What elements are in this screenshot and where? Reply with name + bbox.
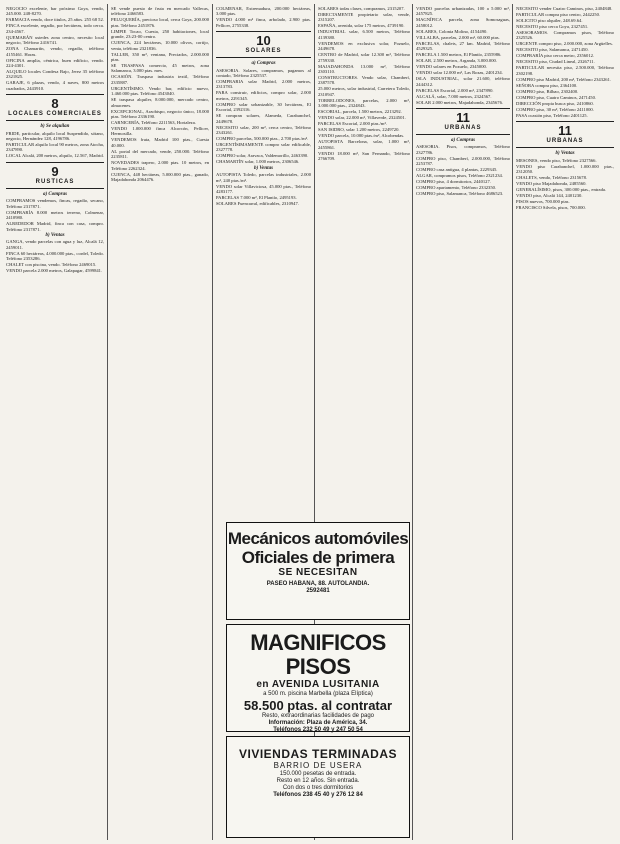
classified-entry: VENDO piso Majadahonda, 2485560. bbox=[516, 181, 587, 187]
classified-entry: VENDEMOS fruta, Madrid 100 ptas., Cuesta 40.000. bbox=[111, 137, 209, 148]
classified-entry: GENERALÍSIMO, pisos, 300.000 ptas., entrada. bbox=[516, 187, 607, 193]
classified-entry: SOLICITO piso alquiler, 248.69.64. bbox=[516, 18, 583, 23]
classified-entry: PARTICULAR compra piso centro, 2442250. bbox=[516, 12, 601, 17]
classified-entry: COMPRAMOS vendemos, fincas, regadío, secano, Teléfono 2317871. bbox=[6, 198, 104, 209]
classified-entry: PARCELA 1.500 metros, El Plantío, 2355986. bbox=[416, 52, 502, 58]
classified-entry: URGENTÍSIMAMENTE compro solar edificable, 2327778. bbox=[216, 142, 311, 153]
classified-entry: CUENCA, 224 hectáreas, 10.000 olivos, cortijo, venta, teléfono 2321836. bbox=[111, 40, 209, 51]
classified-entry: FINCA excelente, regadío, por hectáreas, todo cerca. 234-4567. bbox=[6, 23, 104, 34]
classified-entry: QUEMARÁN ustedes zona centro, necesito local negocio, Teléfono 2416741. bbox=[6, 34, 104, 46]
ad-info: Información: Plaza de América, 34. bbox=[268, 720, 368, 726]
ad-terms: Resto, extraordinarias facilidades de pago bbox=[261, 713, 375, 719]
section-number: 10 bbox=[256, 33, 271, 49]
classified-entry: SOLARES todas clases, compramos, 2315207. bbox=[318, 6, 405, 11]
column-2 bbox=[111, 6, 209, 840]
column-rule bbox=[512, 4, 513, 840]
classified-entry: COMPRO casa antigua, 4 plantas, 2229345. bbox=[416, 167, 498, 173]
section-header-rusticas bbox=[6, 162, 104, 189]
classified-entry: VENDO 1.000.000 finca Alcorcón, Pellicer, Hermosilla. bbox=[111, 126, 209, 137]
classified-entry: COMPRO apartamento, Teléfono 2332350. bbox=[416, 185, 497, 191]
classified-entry: COMPRO piso, Salamanca, Teléfono 4686523. bbox=[416, 191, 504, 197]
section-number: 8 bbox=[51, 96, 59, 112]
ad-headline: MAGNIFICOS PISOS bbox=[250, 630, 386, 679]
ad-location: a 500 m. piscina Marbella (plaza Elíptica) bbox=[263, 691, 373, 697]
ad-line: Con dos o tres dormitorios bbox=[282, 785, 354, 791]
classified-entry: PISOS nuevos, 700.000 ptas. bbox=[516, 199, 570, 205]
classified-entry: NEGOCIO excelente, bar próximo Goya, vendo, 245.000. 248-8270. bbox=[6, 6, 104, 17]
classified-entry: CENTRO de Madrid, solar 12.300 m², Teléfono 2759330. bbox=[318, 52, 410, 63]
classified-entry: FARMACIA vendo, doce titulos, 25 años. 255 68 52. bbox=[6, 17, 104, 23]
ad-headline: Mecánicos automóviles bbox=[227, 529, 409, 548]
classified-entry: SOLARES Fuencarral, edificables, 2310947. bbox=[216, 201, 299, 207]
classified-entry: SAN ISIDRO, solar 1.200 metros, 2249720. bbox=[318, 127, 400, 133]
classified-entry: PARCELAS, chalets, 27 km. Madrid, Teléfono 4529325. bbox=[416, 40, 510, 52]
classified-entry: COLMENAR, Extremadura, 200.000 hectáreas, 3.000 ptas. bbox=[216, 6, 311, 17]
classified-entry: DIRECCIÓN propia busca piso, 2410860. bbox=[516, 100, 594, 106]
section-number: 9 bbox=[51, 163, 59, 179]
subsection-title: b) Ventas bbox=[555, 151, 575, 157]
classified-entry: VENDO parcelas urbanizadas, 100 a 5.000 m², 2457825. bbox=[416, 6, 510, 17]
ad-address: PASEO HABANA, 88. AUTOLANDIA. bbox=[266, 581, 370, 587]
classified-entry: ESPAÑA, avenida, solar 175 metros, 4739190. bbox=[318, 23, 405, 29]
classified-entry: ALQUILO locales Condesa Bajo, Jerez 35 teléfono 2321825. bbox=[6, 69, 104, 80]
classified-entry: SOLARES, Colonia Molino, 4154490. bbox=[416, 28, 488, 34]
classified-entry: SOLAR, 2.500 metros, Arganda, 3.000.000. bbox=[416, 58, 497, 64]
classified-entry: FRIDE, particular, alquilo local Suspendido, sótano, negocio, Hernández 128, 4196786. bbox=[6, 130, 104, 142]
section-name: RUSTICAS bbox=[35, 178, 75, 185]
classified-entry: PARA construir, edificios, compro solar, 2.000 metros, 2291345. bbox=[216, 90, 311, 101]
classified-entry: COMPRO solar, Aravaca, Valdemorillo, 2463390. bbox=[216, 153, 309, 159]
classified-entry: CHAMARTÍN solar, 1.000 metros, 2306546. bbox=[216, 159, 300, 165]
classified-entry: ISLA INDUSTRIAL, solar 21.600, teléfono 2444312. bbox=[416, 76, 510, 87]
classified-entry: NECESITO piso cerca Goya, 2327451. bbox=[516, 24, 589, 29]
classified-entry: COMPRO piso, Chamberí, 2.000.000, Teléfono 2253787. bbox=[416, 155, 510, 167]
classified-entry: COMPRO piso, 30 m², Teléfono 2411000. bbox=[516, 106, 594, 112]
classified-entry: MAJADAHONDA 13.000 m², Teléfono 2303110. bbox=[318, 63, 410, 75]
classified-entry: FRANCISCO Silvela, pisos, 700.000. bbox=[516, 205, 586, 211]
column-1 bbox=[6, 6, 104, 840]
ad-subheadline: en AVENIDA LUSITANIA bbox=[256, 679, 380, 690]
classified-entry: AL portal del mercado, vende, 250.000. Teléfono 2235811. bbox=[111, 148, 209, 160]
column-5 bbox=[416, 6, 510, 840]
column-rule bbox=[107, 4, 108, 840]
classified-entry: VENDO 4.000 m² finca, arbolado, 2.900 ptas. Pellicer, 2755338. bbox=[216, 17, 311, 28]
column-4 bbox=[318, 6, 410, 522]
classified-entry: TALLER, 350 m², ventana, Preciados, 2.000.000 ptas. bbox=[111, 51, 209, 63]
section-name: SOLARES bbox=[245, 48, 282, 55]
section-name: LOCALES COMERCIALES bbox=[8, 111, 102, 118]
classified-entry: SOLAR 2.000 metros, Majadahonda, 2345676. bbox=[416, 99, 504, 105]
classified-entry: NECESITO piso, Salamanca, 2471450. bbox=[516, 47, 589, 53]
classified-entry: ALCALÁ, solar, 7.000 metros, 2324567. bbox=[416, 93, 492, 99]
classified-entry: COMPRO piso, 4 dormitorios, 2440127. bbox=[416, 179, 491, 185]
classified-entry: NECESITO piso, Ciudad Lineal, 2326711. bbox=[516, 59, 595, 65]
section-name: URBANAS bbox=[546, 138, 584, 145]
classified-entry: LOCAL Alcalá, 200 metros, alquilo, 12.567, Madrid. bbox=[6, 153, 104, 159]
classified-entry: COMPRARÍA piso cerca metro, 2356012. bbox=[516, 53, 595, 59]
classified-entry: COMPRARÍA 8.000 metros terreno, Colmenar, 2410980. bbox=[6, 209, 104, 221]
classified-entry: SE traspasa alquiler, 8.000.000, mercado centro, almacenes. bbox=[111, 97, 209, 108]
subsection-title: a) Compras bbox=[42, 191, 68, 197]
classified-entry: CARNICERÍA, Teléfono 2211563, Hortaleza. bbox=[111, 120, 196, 126]
classified-entry: DIRECTAMENTE propietario solar, vende, 2315207. bbox=[318, 12, 410, 23]
classified-entry: CONSTRUCTORES. Vendo solar, Chamberí, 2387578. bbox=[318, 75, 410, 86]
classified-entry: OFICINA amplia, céntrica, buen edificio, vendo. 224-4301. bbox=[6, 57, 104, 69]
classified-entry: NECESITO vender Cuatro Caminos, piso, 2404848. bbox=[516, 6, 613, 11]
classified-entry: PARTICULAR alquilo local 90 metros, zona Atocha, 2347890. bbox=[6, 142, 104, 153]
classified-entry: AUTOPISTA Toledo, parcelas industriales, 2.000 m², 240 ptas./m². bbox=[216, 172, 311, 183]
classified-entry: NOVEDADES trapero, 2.000 ptas. 10 metros, en Teléfono 2262324. bbox=[111, 160, 209, 171]
classified-entry: MAGNÍFICA parcela, zona Somosaguas, 2458012. bbox=[416, 17, 510, 28]
ad-line: Resto en 12 años. Sin entrada. bbox=[276, 778, 360, 784]
classified-entry: EXCEPCIONAL, Arzobispo, negocio único, 18.000 ptas. Teléfono 2336190. bbox=[111, 108, 209, 120]
classified-entry: ASESORIA. Pisos, compramos, Teléfono 2327786. bbox=[416, 144, 510, 155]
subsection-title: a) Compras bbox=[450, 138, 476, 144]
classified-entry: ALREDEDOR Madrid, finca con casa, compro. Teléfono 2317871. bbox=[6, 221, 104, 232]
classified-entry: COMPRO parcelas, 500.000 ptas., 2.700 ptas./m². bbox=[216, 136, 309, 142]
column-rule bbox=[412, 4, 413, 840]
ad-subheadline: SE NECESITAN bbox=[278, 567, 358, 578]
classified-entry: VENDO piso Carabanchel, 1.000.000 ptas., 2312050. bbox=[516, 163, 614, 175]
classified-entry: ASESORAMOS. Compramos pisos, Teléfono 2325526. bbox=[516, 30, 614, 41]
ad-phone: Teléfonos 238 45 40 y 276 12 84 bbox=[273, 792, 363, 798]
ad-line: 150.000 pesetas de entrada. bbox=[279, 771, 357, 777]
ad-headline: Oficiales de primera bbox=[241, 548, 395, 567]
classified-entry: NECESITO solar, 200 m², cerca centro, Teléfono 2343261. bbox=[216, 124, 311, 136]
subsection-title: b) Ventas bbox=[45, 232, 65, 238]
classified-entry: SEÑORA compra piso, 2364100. bbox=[516, 82, 578, 88]
col1-top-list bbox=[6, 6, 104, 91]
classified-entry: GANGA, vendo parcelas con agua y luz, Alcalá 12, 2459011. bbox=[6, 239, 104, 250]
section-number: 11 bbox=[558, 123, 572, 139]
classified-entry: AUTOPISTA Barcelona, solar, 1.000 m², 2455861. bbox=[318, 139, 410, 150]
ad-headline: VIVIENDAS TERMINADAS bbox=[238, 747, 397, 761]
classified-entry: CHALET con piscina, vendo. Teléfono 2469015. bbox=[6, 262, 97, 268]
ad-subheadline: BARRIO DE USERA bbox=[273, 761, 363, 770]
classified-entry: CUENCA, 448 hectáreas, 5.000.000 ptas., ganado, Majadahonda 2064476. bbox=[111, 171, 209, 183]
classified-entry: INDUSTRIAL solar, 6.500 metros, Teléfono 4139380. bbox=[318, 29, 410, 40]
classified-entry: MESONES, vendo piso, Teléfono 2327566. bbox=[516, 157, 597, 163]
classified-entry: OCASIÓN. Traspaso industria textil, Teléfono 2335887. bbox=[111, 74, 209, 85]
classified-entry: TORRELODONES, parcelas, 2.000 m², 3.000.000 ptas., 2324843. bbox=[318, 97, 410, 109]
classified-entry: COMPRO solar urbanizable, 30 hectáreas, El Escorial, 2392316. bbox=[216, 101, 311, 113]
classified-entry: ZONA Chamartín, vendo, regadío, teléfono 4155461. Horas. bbox=[6, 46, 104, 57]
classified-entry: SE vende puesto de fruta en mercado Vallecas, teléfono 2466583. bbox=[111, 6, 209, 17]
classified-entry: VENDO solar, 22.000 m², Villaverde, 2324501. bbox=[318, 115, 406, 121]
column-6 bbox=[516, 6, 614, 840]
classified-entry: COMPRO piso Madrid, 200 m², Teléfono 2343261. bbox=[516, 76, 612, 82]
classified-entry: ASESORIA. Solares, compramos, pagamos al contado, Teléfono 2325537. bbox=[216, 67, 311, 79]
ad-phone: 2592481 bbox=[306, 588, 330, 594]
classified-entry: URGENTÍSIMO. Vendo bar, edificio nuevo, 1.460.000 ptas. Teléfono 4543040. bbox=[111, 85, 209, 97]
classified-entry: PARCELAS Escorial, 2.000 m², 2347890. bbox=[416, 87, 494, 93]
classified-entry: VENDO parcela 2.000 metros, Galapagar, 4599841. bbox=[6, 268, 103, 274]
ad-phone: Teléfonos 232 50 49 y 247 50 54 bbox=[273, 727, 363, 733]
subsection-title: b) Ventas bbox=[253, 165, 274, 171]
classified-entry: VENDO solar 12.000 m², Las Rozas, 2401234. bbox=[416, 70, 503, 76]
classified-entry: VENDO piso, Alcalá 144, 2401230. bbox=[516, 193, 583, 199]
section-header-urbanas bbox=[516, 121, 614, 148]
ad-pisos-lusitania bbox=[226, 624, 410, 732]
classified-entry: URGENTE compro piso, 2.000.000, zona Argüelles. bbox=[516, 41, 613, 47]
ad-mecanicos bbox=[226, 522, 410, 620]
classified-entry: PARCELAS 7.000 m², El Plantío, 2495193. bbox=[216, 195, 297, 201]
section-number: 11 bbox=[456, 110, 470, 126]
section-header-solares bbox=[216, 31, 311, 58]
classified-entry: 25.000 metros, solar industrial, Carretera Toledo, 2310947. bbox=[318, 86, 410, 97]
classified-entry: PELUQUERÍA, precioso local, cerca Goya, 200.000 ptas. Teléfono 2451876. bbox=[111, 17, 209, 28]
classified-entry: VENDO solares en Pozuelo, 2345000. bbox=[416, 64, 487, 70]
classified-entry: CHALETS, vendo, Teléfono 2315678. bbox=[516, 175, 588, 181]
classified-entry: SE compran solares, Alameda, Carabanchel, 2449678. bbox=[216, 113, 311, 124]
column-rule bbox=[212, 4, 213, 840]
classified-entry: ALGAR, compramos pisos, Teléfono 2321234. bbox=[416, 173, 503, 179]
classified-entry: VENDO 18.000 m², San Fernando, Teléfono 2766709. bbox=[318, 150, 410, 162]
classified-entry: VENDO solar Villaviciosa, 45.000 ptas., Teléfono 4283177. bbox=[216, 183, 311, 195]
classified-entry: GARAJE, 6 plazas, vendo, 4 naves, 800 metros cuadrados, 2443910. bbox=[6, 80, 104, 91]
classified-entry: COMPRO piso, Cuatro Caminos, 2471450. bbox=[516, 94, 597, 100]
classified-entry: COMPRARIA solar Madrid, 2.000 metros, 2313783. bbox=[216, 79, 311, 90]
subsection-title: a) Compras bbox=[251, 61, 276, 67]
classified-entry: VILLALBA, parcelas, 2.000 m², 60.000 ptas. bbox=[416, 34, 500, 40]
ad-price: 58.500 ptas. al contratar bbox=[243, 698, 393, 713]
section-name: URBANAS bbox=[444, 125, 482, 132]
classified-entry: PASA ocasión piso, Teléfono 2401125. bbox=[516, 112, 588, 118]
classified-entry: COMPRO piso, Bilbao, 2302400. bbox=[516, 88, 579, 94]
classified-entry: LIMPIE Tocao, Cuesta, 250 habitaciones, local grande, 23:23-00 centro. bbox=[111, 28, 209, 40]
section-header-urbanas bbox=[416, 108, 510, 135]
column-3 bbox=[216, 6, 311, 522]
ad-viviendas-usera bbox=[226, 736, 410, 838]
classified-entry: SE TRASPASA comercio, 45 metros, zona Salamanca, 3.000 ptas. mes. bbox=[111, 63, 209, 74]
classified-entry: VENDO parcela, 10.000 ptas./m², Alcobendas. bbox=[318, 133, 405, 139]
classified-entry: PARTICULAR necesita piso, 2.500.000, Teléfono 2302198. bbox=[516, 65, 614, 76]
subsection-title: b) Se alquilan bbox=[40, 124, 70, 130]
classified-entry: VENDEMOS en exclusiva solar, Pozuelo, 2449678. bbox=[318, 40, 410, 52]
classified-entry: PARCELAS Escorial, 2.000 ptas./m². bbox=[318, 121, 387, 127]
section-header-locales bbox=[6, 94, 104, 121]
classified-entry: ESCORIAL, parcela, 1.500 metros, 2213292. bbox=[318, 109, 402, 115]
classified-entry: FINCA 60 hectáreas, 4.000.000 ptas., cordel, Toledo. Teléfono 2353286. bbox=[6, 250, 104, 262]
